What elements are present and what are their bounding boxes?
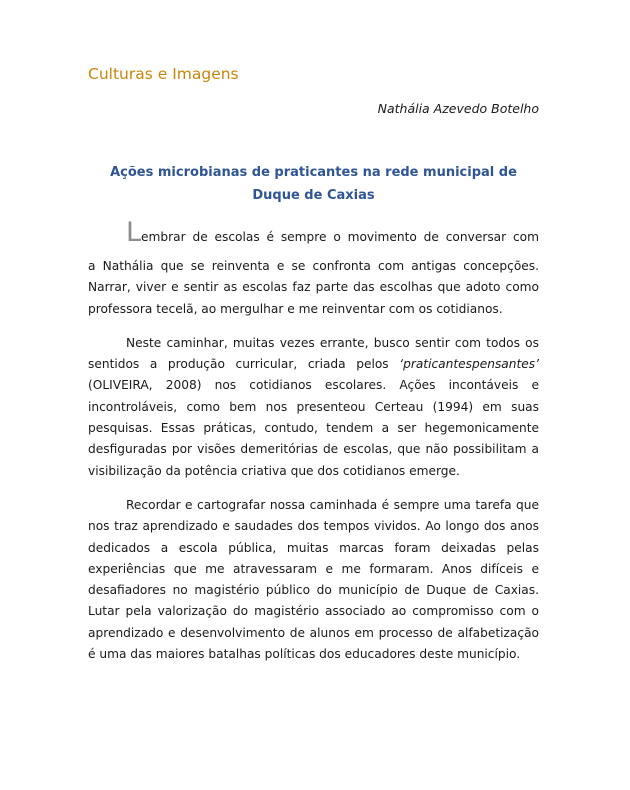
paragraph-2 — [88, 333, 539, 482]
paragraph-3: Recordar e cartografar nossa caminhada é sempre uma tarefa que nos traz aprendizado e saudades dos tempos vividos. Ao longo dos anos dedicados a escola pública, muitas marcas foram deixadas pelas experiências que me atravessaram e me formaram. Anos difíceis e desafiadores no magistério público do município de Duque de Caxias. Lutar pela valorização do magistério associado ao compromisso com o aprendizado e desenvolvimento de alunos em processo de alfabetização é uma das maiores batalhas políticas dos educadores deste município. — [88, 497, 539, 662]
paragraph-2-text-a: Neste caminhar, muitas vezes errante, busco sentir com todos os sentidos a produção curricular, criada pelos — [88, 335, 539, 372]
article-title-line-2: Duque de Caxias — [252, 188, 375, 203]
paragraph-1-first-line — [88, 219, 539, 251]
drop-cap: L — [126, 217, 142, 248]
article-body — [88, 219, 539, 678]
author-name: Nathália Azevedo Botelho — [377, 101, 539, 116]
paragraph-1-rest: a Nathália que se reinventa e se confronta com antigas concepções. Narrar, viver e sentir as escolas faz parte das escolhas que adoto como professora tecelã, ao mergulhar e me reinventar com os cotidianos. — [88, 259, 539, 316]
paragraph-1-first-line-text: embrar de escolas é sempre o movimento de conversar com — [141, 230, 539, 244]
paragraph-1 — [88, 219, 539, 320]
paragraph-2-text-b: (OLIVEIRA, 2008) nos cotidianos escolares. Ações incontáveis e incontroláveis, como bem nos presenteou Certeau (1994) em suas pesquisas. Essas práticas, contudo, tendem a ser hegemonicamente desfiguradas por visões demeritórias de escolas, que não possibilitam a visibilização da potência criativa que dos cotidianos emerge. — [88, 378, 539, 478]
article-title-line-1: Ações microbianas de praticantes na rede municipal de — [110, 165, 517, 180]
section-title: Culturas e Imagens — [88, 65, 239, 83]
paragraph-2-italic-term: ‘praticantespensantes’ — [399, 357, 539, 372]
article-title — [88, 161, 539, 207]
